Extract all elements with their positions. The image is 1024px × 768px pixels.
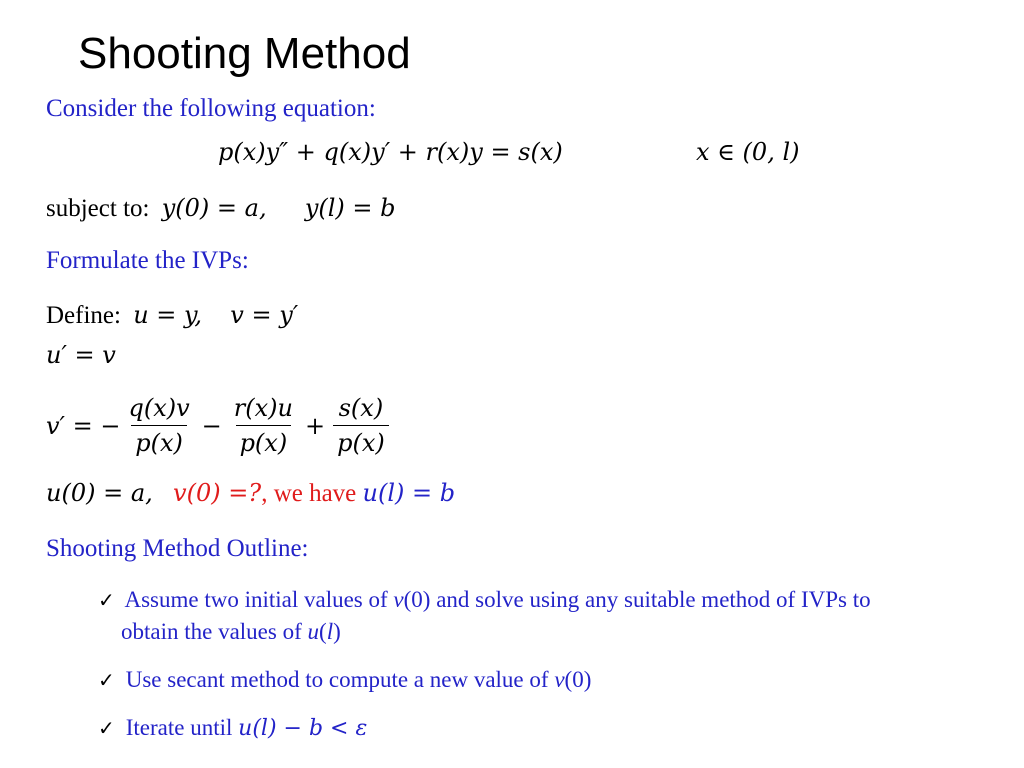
fraction-2-denominator: p(x): [236, 425, 292, 457]
we-have-text: we have: [267, 480, 363, 507]
checkmark-icon: ✓: [98, 588, 115, 612]
operator-minus: −: [201, 411, 222, 440]
u-definition: u = y,: [133, 301, 203, 329]
boundary-conditions: [46, 193, 396, 224]
fraction-3-numerator: s(x): [338, 394, 384, 422]
bullet-1-u: u: [307, 619, 320, 644]
checkmark-icon: ✓: [98, 716, 115, 740]
define-line: [46, 300, 298, 331]
v-definition: v = y′: [230, 301, 299, 329]
bullet-3-math: u(l) − b < ε: [238, 716, 368, 741]
bullet-2-text-a: Use secant method to compute a new value of: [125, 667, 555, 692]
fraction-1-denominator: p(x): [131, 425, 187, 457]
outline-heading: Shooting Method Outline:: [46, 535, 309, 562]
bullet-3-text: Iterate until: [125, 715, 239, 740]
main-equation: p(x)y″ + q(x)y′ + r(x)y = s(x): [218, 138, 563, 166]
fraction-1: [124, 394, 193, 457]
bullet-1-line-2-text: obtain the values of: [121, 619, 308, 644]
checkmark-icon: ✓: [98, 668, 115, 692]
bullet-3: [98, 712, 367, 745]
bc-left: y(0) = a,: [161, 194, 267, 222]
v-prime-equation: [46, 394, 393, 457]
fraction-2: [230, 394, 297, 457]
fraction-2-numerator: r(x)u: [233, 394, 293, 422]
bullet-2-v: v: [554, 667, 565, 692]
define-label: Define:: [46, 302, 121, 329]
bullet-1-v: v: [393, 587, 404, 612]
formulate-heading: Formulate the IVPs:: [46, 247, 249, 274]
bullet-1-text-b: (0) and solve using any suitable method of IVPs to: [403, 587, 871, 612]
v0-condition: v(0) =?: [173, 479, 262, 507]
u-prime-equation: u′ = v: [46, 341, 116, 369]
v-prime-lhs: v′ = −: [46, 411, 121, 440]
bc-right: y(l) = b: [304, 194, 396, 222]
bullet-1: [98, 584, 871, 616]
fraction-1-numerator: q(x)v: [128, 394, 190, 422]
bullet-2-text-b: (0): [564, 667, 592, 692]
bullet-2: [98, 664, 591, 696]
ul-condition: u(l) = b: [362, 479, 456, 507]
fraction-3: [333, 394, 389, 457]
bullet-1-text-a: Assume two initial values of: [124, 587, 394, 612]
intro-text: Consider the following equation:: [46, 95, 376, 122]
bullet-1-line-2: obtain the values of u(l): [121, 619, 341, 644]
operator-plus: +: [304, 411, 326, 440]
subject-label: subject to:: [46, 195, 150, 222]
bullet-1-l: l: [326, 619, 334, 644]
comma: ,: [261, 480, 268, 507]
equation-domain: x ∈ (0, l): [696, 138, 800, 166]
fraction-3-denominator: p(x): [333, 425, 389, 457]
slide-title: Shooting Method: [78, 29, 411, 78]
initial-conditions-line: [46, 478, 455, 509]
u0-condition: u(0) = a,: [46, 479, 153, 507]
